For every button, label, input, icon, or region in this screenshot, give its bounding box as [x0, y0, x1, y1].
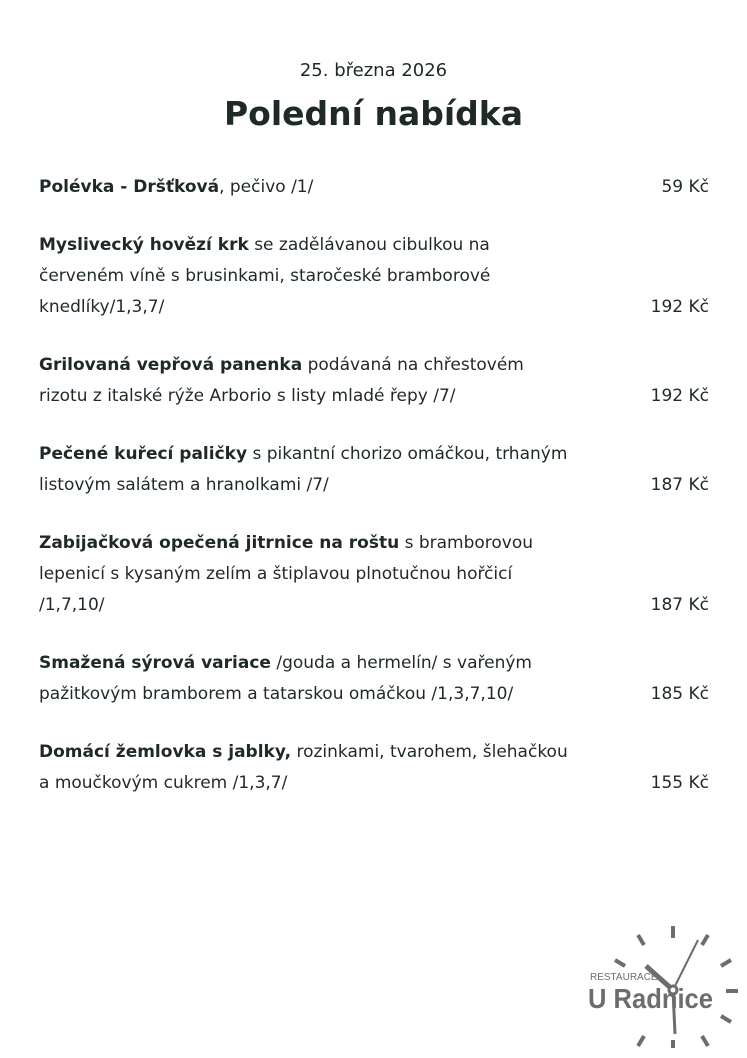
- dish-price: 187 Kč: [650, 475, 709, 495]
- dish-description: podávaná na chřestovém rizotu z italské rýže Arborio s listy mladé řepy /7/: [39, 355, 524, 406]
- dish-description: se zadělávanou cibulkou na červeném víně s brusinkami, staročeské bramborové knedlíky/1,3,7/: [39, 235, 491, 317]
- dish-price: 59 Kč: [661, 177, 709, 197]
- dish-name: Zabijačková opečená jitrnice na roštu: [39, 533, 400, 553]
- dish-description: s bramborovou lepenicí s kysaným zelím a štiplavou plnotučnou hořčicí /1,7,10/: [39, 533, 534, 615]
- menu-list: [39, 172, 709, 826]
- restaurant-logo: [570, 918, 740, 1048]
- menu-item: [39, 737, 709, 799]
- dish-price: 187 Kč: [650, 595, 709, 615]
- logo-small-text: RESTAURACE: [590, 972, 658, 983]
- dish-name: Pečené kuřecí paličky: [39, 444, 248, 464]
- menu-item: [39, 439, 709, 501]
- dish-description: , pečivo /1/: [219, 177, 314, 197]
- menu-item: [39, 172, 709, 203]
- dish-price: 185 Kč: [650, 684, 709, 704]
- dish-description: /gouda a hermelín/ s vařeným pažitkovým bramborem a tatarskou omáčkou /1,3,7,10/: [39, 653, 532, 704]
- dish-name: Grilovaná vepřová panenka: [39, 355, 303, 375]
- page-title: Polední nabídka: [224, 94, 523, 133]
- dish-name: Polévka - Dršťková: [39, 177, 220, 197]
- logo-big-text: U Radnice: [588, 983, 713, 1014]
- dish-name: Domácí žemlovka s jablky,: [39, 742, 292, 762]
- menu-item: [39, 648, 709, 710]
- dish-name: Smažená sýrová variace: [39, 653, 271, 673]
- menu-item: [39, 230, 709, 323]
- dish-name: Myslivecký hovězí krk: [39, 235, 249, 255]
- dish-price: 155 Kč: [650, 773, 709, 793]
- menu-item: [39, 528, 709, 621]
- dish-description: rozinkami, tvarohem, šlehačkou a moučkovým cukrem /1,3,7/: [39, 742, 568, 793]
- menu-date: 25. března 2026: [299, 60, 448, 81]
- menu-item: [39, 350, 709, 412]
- dish-price: 192 Kč: [650, 297, 709, 317]
- dish-price: 192 Kč: [650, 386, 709, 406]
- dish-description: s pikantní chorizo omáčkou, trhaným listovým salátem a hranolkami /7/: [39, 444, 568, 495]
